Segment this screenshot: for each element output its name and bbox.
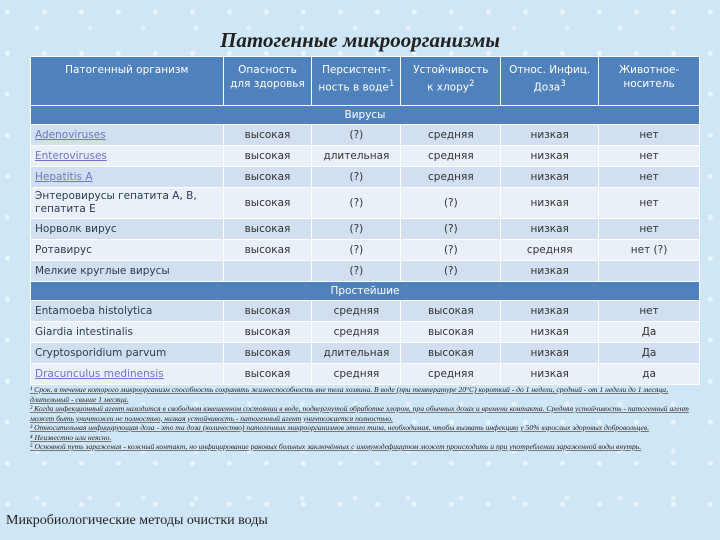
- table-cell: нет: [599, 188, 700, 219]
- table-cell: нет: [599, 301, 700, 322]
- organism-name: Cryptosporidium parvum: [31, 343, 224, 364]
- header-dose: Относ. Инфиц. Доза$^3$: [501, 57, 599, 106]
- organism-name: Мелкие круглые вирусы: [31, 261, 224, 282]
- table-cell: нет: [599, 167, 700, 188]
- table-cell: (?): [401, 219, 501, 240]
- table-row: [31, 322, 700, 343]
- table-cell: средняя: [401, 125, 501, 146]
- table-cell: средняя: [501, 240, 599, 261]
- slide-footer: Микробиологические методы очистки воды: [6, 513, 268, 528]
- table-cell: средняя: [401, 146, 501, 167]
- table-cell: высокая: [223, 188, 312, 219]
- table-cell: средняя: [312, 301, 401, 322]
- organism-name: Норволк вирус: [31, 219, 224, 240]
- organism-name: Entamoeba histolytica: [31, 301, 224, 322]
- table-cell: нет (?): [599, 240, 700, 261]
- page-title: Патогенные микроорганизмы: [220, 28, 500, 52]
- table-cell: низкая: [501, 146, 599, 167]
- table-cell: [223, 261, 312, 282]
- table-cell: длительная: [312, 343, 401, 364]
- table-cell: (?): [312, 261, 401, 282]
- table-cell: (?): [312, 125, 401, 146]
- organism-name: Энтеровирусы гепатита А, В, гепатита Е: [31, 188, 224, 219]
- footnote-4: ⁴ Неизвестно или неясно.: [30, 432, 112, 442]
- table-row: [31, 364, 700, 385]
- organism-name: Ротавирус: [31, 240, 224, 261]
- table-cell: низкая: [501, 125, 599, 146]
- table-cell: низкая: [501, 188, 599, 219]
- table-cell: средняя: [312, 322, 401, 343]
- table-cell: высокая: [401, 322, 501, 343]
- table-cell: (?): [312, 240, 401, 261]
- table-row: [31, 167, 700, 188]
- table-row: [31, 188, 700, 219]
- footnote-5: ⁵ Основной путь заражения - кожный контакт, но инфицирование раковых больных заключённых с иммунодефицитом может происходить и при употреблении зараженной воды внутрь.: [30, 442, 642, 451]
- table-cell: высокая: [223, 146, 312, 167]
- table-cell: Да: [599, 322, 700, 343]
- table-cell: Да: [599, 343, 700, 364]
- table-cell: низкая: [501, 364, 599, 385]
- table-cell: (?): [401, 188, 501, 219]
- footnote-3: ³ Относительная инфицирующая доза - это та доза (количество) патогенных микроорганизмов этого типа, необходимая, чтобы вызвать инфекцию у 50% взрослых здоровых добровольцев.: [30, 423, 650, 432]
- table-row: [31, 240, 700, 261]
- organism-name: Giardia intestinalis: [31, 322, 224, 343]
- table-cell: средняя: [401, 167, 501, 188]
- table-cell: (?): [312, 167, 401, 188]
- table-cell: нет: [599, 219, 700, 240]
- table-row: [31, 301, 700, 322]
- table-row: [31, 125, 700, 146]
- table-cell: (?): [312, 219, 401, 240]
- table-cell: (?): [312, 188, 401, 219]
- table-cell: высокая: [223, 167, 312, 188]
- table-cell: низкая: [501, 301, 599, 322]
- table-cell: низкая: [501, 219, 599, 240]
- footnote-1: ¹ Срок, в течение которого микроорганизм способность сохранять жизнеспособность вне тела хозяина. В воде (при температуре 20°С) короткий - до 1 недели, средний - от 1 недели до 1 месяца, длительный - свыше 1 месяца.: [30, 385, 668, 404]
- organism-name[interactable]: Dracunculus medinensis: [31, 364, 224, 385]
- pathogens-table: [30, 56, 700, 385]
- table-cell: высокая: [223, 219, 312, 240]
- table-cell: (?): [401, 240, 501, 261]
- table-cell: нет: [599, 146, 700, 167]
- table-cell: низкая: [501, 261, 599, 282]
- section-protozoa: Простейшие: [31, 282, 700, 301]
- table-cell: длительная: [312, 146, 401, 167]
- table-cell: высокая: [401, 343, 501, 364]
- table-row: [31, 146, 700, 167]
- footnote-2: ² Когда инфекционный агент находится в свободном взвешенном состоянии в воде, подвергнутой обработке хлором, при обычных дозах и времени контакта. Средняя устойчивость - патогенный агент может быть уничтожен не полностью, низкая устойчивость - патогенный агент уничтожается полностью.: [30, 404, 689, 423]
- header-danger: Опасность для здоровья: [223, 57, 312, 106]
- table-cell: средняя: [401, 364, 501, 385]
- table-row: [31, 219, 700, 240]
- table-cell: высокая: [401, 301, 501, 322]
- table-row: [31, 343, 700, 364]
- section-viruses: Вирусы: [31, 106, 700, 125]
- table-cell: низкая: [501, 322, 599, 343]
- table-cell: высокая: [223, 240, 312, 261]
- table-cell: низкая: [501, 167, 599, 188]
- table-cell: нет: [599, 125, 700, 146]
- header-organism: Патогенный организм: [31, 57, 224, 106]
- table-cell: высокая: [223, 322, 312, 343]
- header-persistence: Персистент- ность в воде$^1$: [312, 57, 401, 106]
- header-chlorine: Устойчивость к хлору$^2$: [401, 57, 501, 106]
- table-cell: средняя: [312, 364, 401, 385]
- organism-name[interactable]: Enteroviruses: [31, 146, 224, 167]
- organism-name[interactable]: Hepatitis A: [31, 167, 224, 188]
- organism-name[interactable]: Adenoviruses: [31, 125, 224, 146]
- table-cell: низкая: [501, 343, 599, 364]
- table-cell: да: [599, 364, 700, 385]
- table-header-row: [31, 57, 700, 106]
- table-cell: (?): [401, 261, 501, 282]
- header-animal: Животное- носитель: [599, 57, 700, 106]
- table-cell: высокая: [223, 343, 312, 364]
- table-cell: высокая: [223, 301, 312, 322]
- table-cell: [599, 261, 700, 282]
- footnotes: [30, 385, 700, 452]
- table-cell: высокая: [223, 364, 312, 385]
- table-cell: высокая: [223, 125, 312, 146]
- table-row: [31, 261, 700, 282]
